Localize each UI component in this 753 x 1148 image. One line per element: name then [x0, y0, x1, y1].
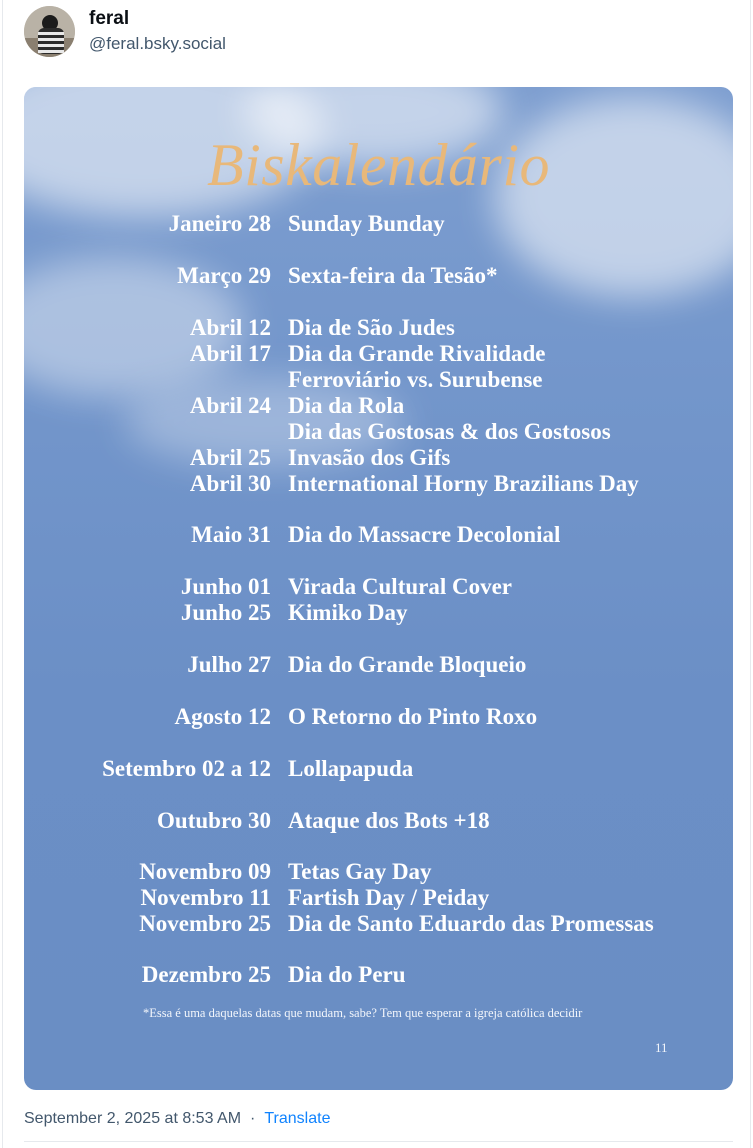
separator-dot: · — [250, 1110, 256, 1127]
event-name: Invasão dos Gifs — [288, 445, 451, 470]
calendar-event — [24, 808, 733, 834]
post-timestamp[interactable]: September 2, 2025 at 8:53 AM — [24, 1110, 242, 1127]
event-name: Dia das Gostosas & dos Gostosos — [288, 419, 611, 444]
event-date: Junho 25 — [180, 600, 271, 625]
event-name: Lollapapuda — [288, 756, 414, 781]
calendar-event — [24, 211, 733, 237]
calendar-event — [24, 962, 733, 988]
event-name: O Retorno do Pinto Roxo — [288, 704, 538, 729]
event-name: Dia do Grande Bloqueio — [288, 652, 527, 677]
calendar-event — [24, 445, 733, 471]
event-name: Ataque dos Bots +18 — [288, 808, 490, 833]
event-date: Novembro 25 — [139, 911, 271, 936]
event-name: Sexta-feira da Tesão* — [288, 263, 498, 288]
event-name: Dia de São Judes — [288, 315, 455, 340]
calendar-event — [24, 419, 733, 445]
calendar-event — [24, 574, 733, 600]
event-name: Virada Cultural Cover — [288, 574, 513, 599]
post-footer — [24, 1108, 330, 1130]
translate-link[interactable]: Translate — [264, 1110, 331, 1127]
event-date: Maio 31 — [191, 522, 271, 547]
event-name: Dia do Peru — [288, 962, 406, 987]
calendar-event — [24, 315, 733, 341]
event-name: Dia de Santo Eduardo das Promessas — [288, 911, 654, 936]
calendar-event — [24, 522, 733, 548]
calendar-event — [24, 756, 733, 782]
right-frame-border — [750, 0, 751, 1148]
event-date: Novembro 11 — [140, 885, 271, 910]
avatar[interactable] — [24, 6, 75, 57]
calendar-footnote: *Essa é uma daquelas datas que mudam, sabe? Tem que esperar a igreja católica decidir — [143, 1006, 583, 1020]
event-date: Dezembro 25 — [141, 962, 271, 987]
event-date: Outubro 30 — [157, 808, 271, 833]
event-name: Tetas Gay Day — [288, 859, 432, 884]
event-name: Sunday Bunday — [288, 211, 445, 236]
event-date: Abril 30 — [189, 471, 271, 496]
calendar-event — [24, 911, 733, 937]
event-name: Dia do Massacre Decolonial — [288, 522, 561, 547]
left-frame-border — [2, 0, 3, 1148]
calendar-title: Biskalendário — [206, 132, 551, 198]
event-date: Novembro 09 — [139, 859, 271, 884]
post-image-calendar[interactable] — [24, 87, 733, 1090]
event-date: Janeiro 28 — [168, 211, 271, 236]
calendar-event — [24, 263, 733, 289]
calendar-event — [24, 367, 733, 393]
event-date: Março 29 — [177, 263, 271, 288]
author-display-name[interactable]: feral — [89, 7, 130, 29]
event-date: Abril 12 — [189, 315, 271, 340]
event-name: Dia da Grande Rivalidade — [288, 341, 546, 366]
event-name: Ferroviário vs. Surubense — [288, 367, 543, 392]
event-date: Julho 27 — [187, 652, 271, 677]
calendar-event — [24, 393, 733, 419]
calendar-event — [24, 704, 733, 730]
post-header — [24, 5, 226, 57]
author-info — [89, 8, 226, 55]
calendar-event — [24, 600, 733, 626]
event-date: Abril 25 — [189, 445, 271, 470]
calendar-event — [24, 341, 733, 367]
event-date: Junho 01 — [180, 574, 271, 599]
event-date: Setembro 02 a 12 — [102, 756, 271, 781]
event-name: Dia da Rola — [288, 393, 405, 418]
page-number: 11 — [655, 1040, 668, 1055]
calendar-event — [24, 859, 733, 885]
event-date: Abril 17 — [189, 341, 271, 366]
avatar-image-icon — [24, 6, 75, 57]
calendar-event — [24, 471, 733, 497]
event-date: Agosto 12 — [174, 704, 271, 729]
calendar-event — [24, 885, 733, 911]
event-name: International Horny Brazilians Day — [288, 471, 639, 496]
event-date: Abril 24 — [189, 393, 271, 418]
event-name: Fartish Day / Peiday — [288, 885, 490, 910]
author-handle[interactable]: @feral.bsky.social — [89, 33, 226, 53]
event-name: Kimiko Day — [288, 600, 408, 625]
divider — [24, 1141, 733, 1142]
calendar-event — [24, 652, 733, 678]
